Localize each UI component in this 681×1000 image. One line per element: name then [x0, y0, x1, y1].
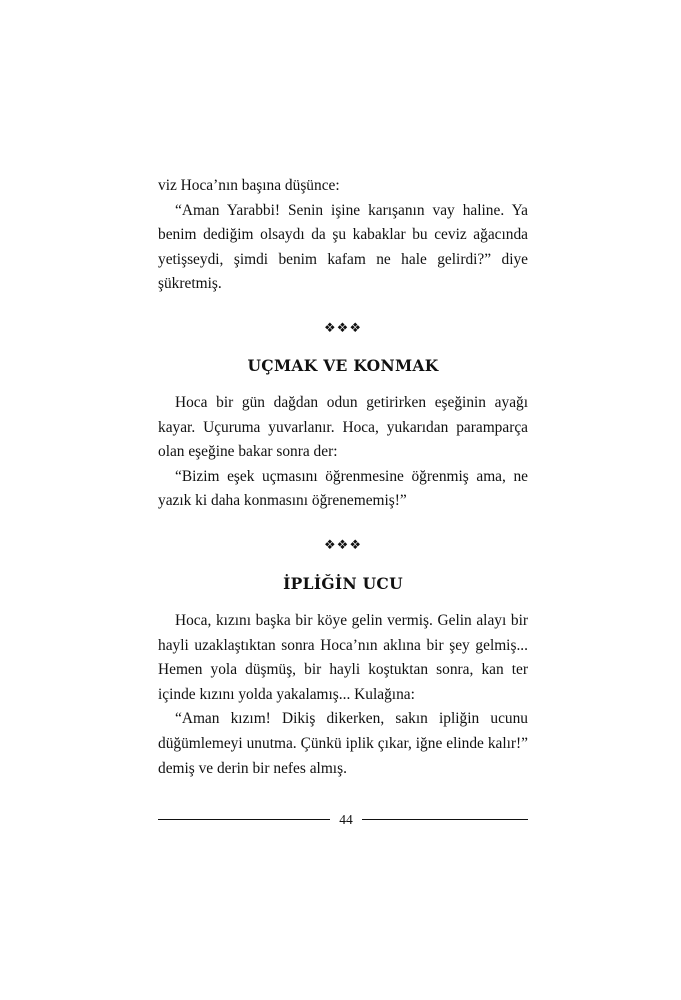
page-body: [158, 174, 528, 781]
intro-paragraph-2: “Aman Yarabbi! Senin işine karışanın vay haline. Ya benim dediğim olsaydı da şu kabaklar bu ceviz ağacında yetişseydi, şimdi benim kafam ne hale gelirdi?” diye şükretmiş.: [158, 201, 528, 293]
footer-rule-right: [362, 819, 528, 820]
story-1-paragraph-2: “Bizim eşek uçmasını öğrenmesine öğrenmiş ama, ne yazık ki daha konmasını öğrenememiş!”: [158, 467, 528, 510]
footer-rule-left: [158, 819, 330, 820]
story-2-paragraph-1: Hoca, kızını başka bir köye gelin vermiş. Gelin alayı bir hayli uzaklaştıktan sonra Hoca’nın aklına bir şey gelmiş... Hemen yola düşmüş, bir hayli koştuktan sonra, kan ter içinde kızını yolda yakalamış... Kulağına:: [158, 611, 528, 703]
page-footer: [158, 811, 528, 829]
story-2-paragraph-2: “Aman kızım! Dikiş dikerken, sakın ipliğin ucunu düğümlemeyi unutma. Çünkü iplik çıkar, iğne elinde kalır!” demiş ve derin bir nefes almış.: [158, 710, 528, 777]
story-1-paragraph-1: Hoca bir gün dağdan odun getirirken eşeğinin ayağı kayar. Uçuruma yuvarlanır. Hoca, yukarıdan paramparça olan eşeğine bakar sonra der:: [158, 393, 528, 461]
intro-paragraph-1: viz Hoca’nın başına düşünce:: [158, 177, 340, 194]
section-divider-ornament: ❖❖❖: [324, 319, 362, 335]
page-number: 44: [339, 812, 353, 827]
story-title-ucmak-ve-konmak: UÇMAK VE KONMAK: [247, 355, 439, 375]
section-divider-ornament: ❖❖❖: [324, 536, 362, 552]
story-title-ipligin-ucu: İPLİĞİN UCU: [283, 573, 403, 593]
